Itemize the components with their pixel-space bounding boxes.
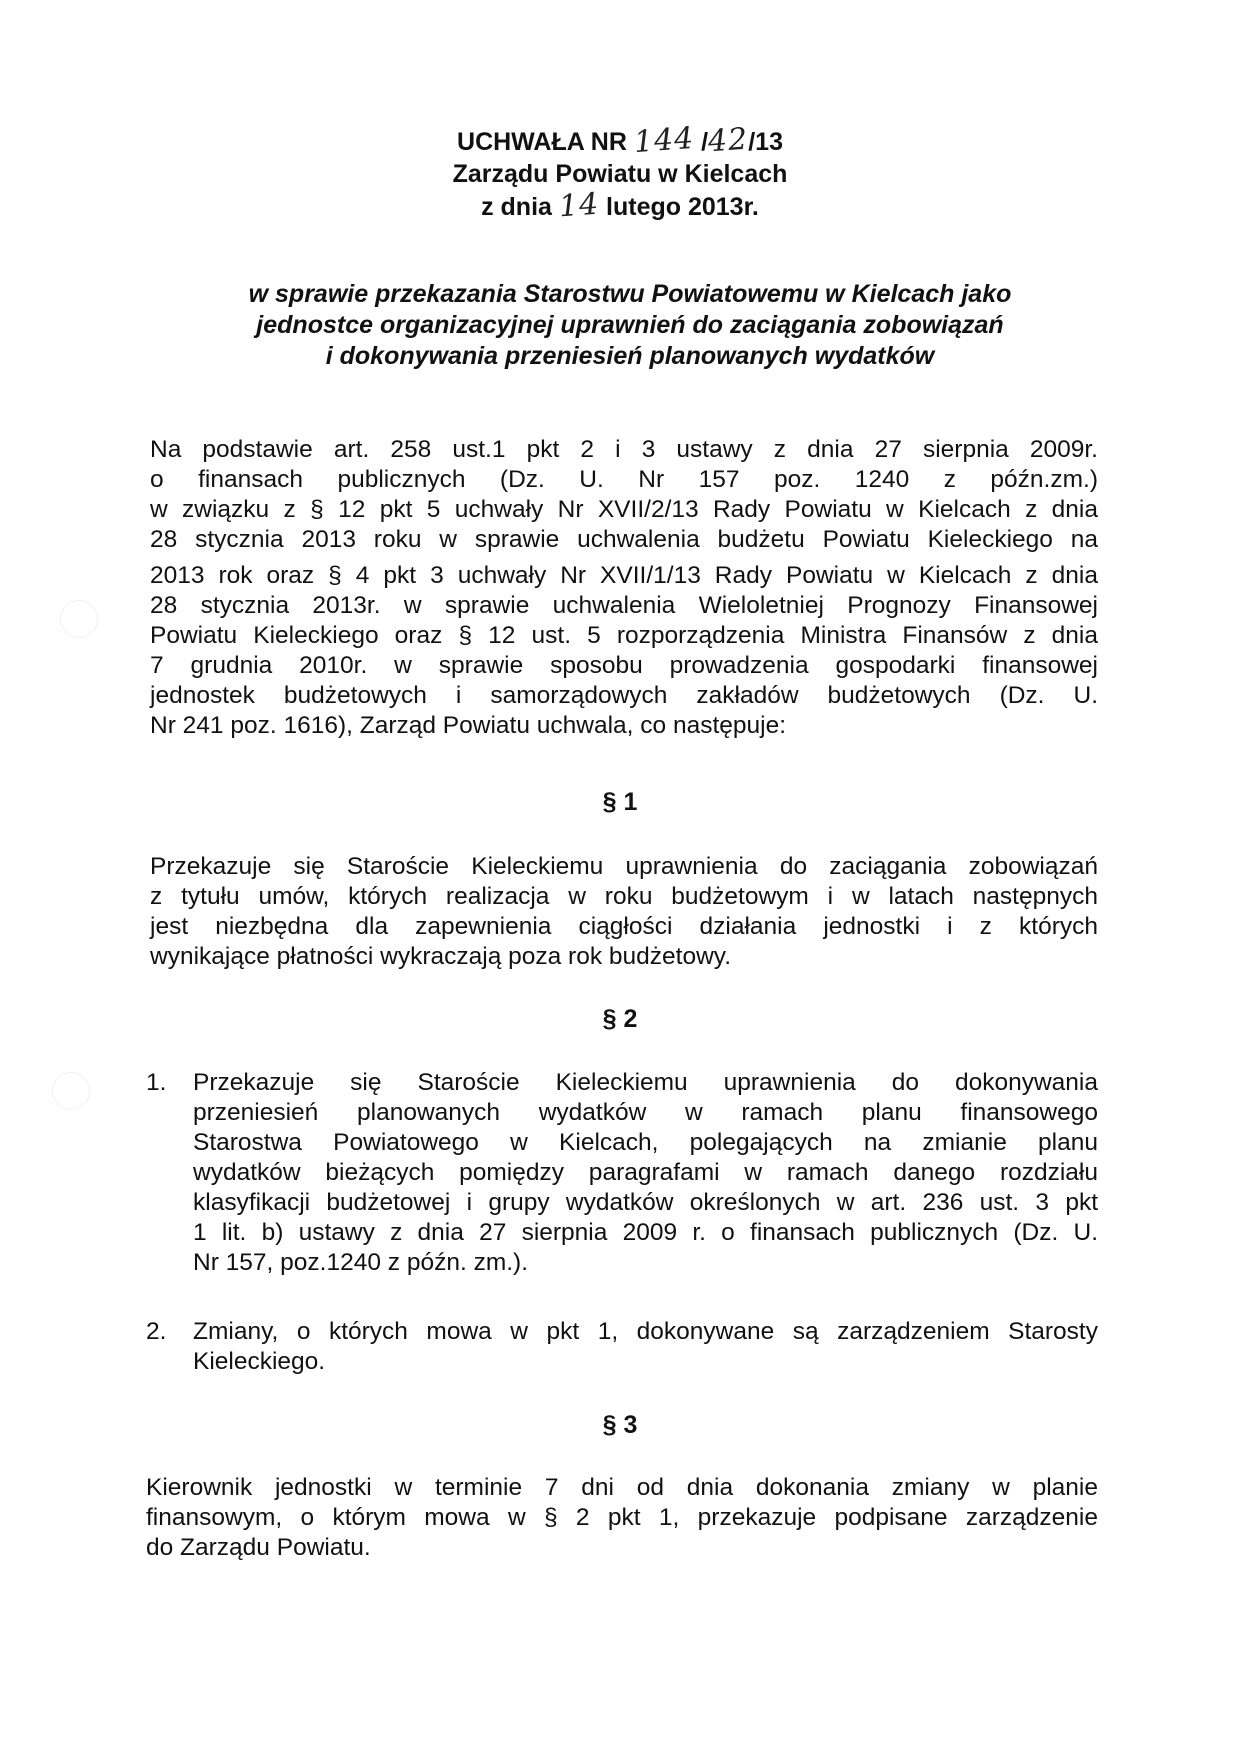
subject-line: i dokonywania przeniesień planowanych wydatków [325, 342, 935, 370]
section-1-line: Przekazuje się Staroście Kieleckiemu uprawnienia do zaciągania zobowiązań [150, 853, 1098, 880]
item-text [193, 1317, 1098, 1377]
handwritten-day: 14 [557, 186, 601, 225]
resolution-subject [180, 279, 1080, 372]
item-line: przeniesień planowanych wydatków w ramach planu finansowego [193, 1099, 1098, 1126]
preamble-line: 7 grudnia 2010r. w sprawie sposobu prowadzenia gospodarki finansowej [150, 652, 1098, 679]
preamble-line: Na podstawie art. 258 ust.1 pkt 2 i 3 ustawy z dnia 27 sierpnia 2009r. [150, 436, 1098, 463]
preamble-line: 28 stycznia 2013r. w sprawie uchwalenia Wieloletniej Prognozy Finansowej [150, 592, 1098, 619]
section-3-line: finansowym, o którym mowa w § 2 pkt 1, przekazuje podpisane zarządzenie [146, 1504, 1098, 1531]
item-line: Starostwa Powiatowego w Kielcach, polegających na zmianie planu [193, 1129, 1098, 1156]
section-1-line: z tytułu umów, których realizacja w roku budżetowym i w latach następnych [150, 883, 1098, 910]
item-line: 1 lit. b) ustawy z dnia 27 sierpnia 2009 r. o finansach publicznych (Dz. U. [193, 1219, 1098, 1246]
item-line: klasyfikacji budżetowej i grupy wydatków określonych w art. 236 ust. 3 pkt [193, 1189, 1098, 1216]
preamble-line: 2013 rok oraz § 4 pkt 3 uchwały Nr XVII/1/13 Rady Powiatu w Kielcach z dnia [150, 562, 1098, 589]
preamble [150, 435, 1098, 741]
preamble-line: Nr 241 poz. 1616), Zarząd Powiatu uchwala, co następuje: [150, 712, 787, 739]
item-line: Zmiany, o których mowa w pkt 1, dokonywane są zarządzeniem Starosty [193, 1318, 1098, 1345]
punch-hole-mark [60, 600, 98, 638]
section-3-text [146, 1473, 1098, 1563]
title-suffix: /13 [748, 128, 783, 156]
section-3-line: Kierownik jednostki w terminie 7 dni od dnia dokonania zmiany w planie [146, 1474, 1098, 1501]
resolution-date [0, 186, 1240, 225]
item-number: 2. [146, 1318, 167, 1345]
item-line: Kieleckiego. [193, 1348, 326, 1375]
subject-line: jednostce organizacyjnej uprawnień do zaciągania zobowiązań [256, 311, 1004, 339]
handwritten-number: 144 [632, 120, 696, 161]
preamble-line: o finansach publicznych (Dz. U. Nr 157 poz. 1240 z późn.zm.) [150, 466, 1098, 493]
item-line: Nr 157, poz.1240 z późn. zm.). [193, 1249, 528, 1276]
section-1-line: jest niezbędna dla zapewnienia ciągłości działania jednostki i z których [150, 913, 1098, 940]
resolution-title [0, 120, 1240, 161]
section-3-line: do Zarządu Powiatu. [146, 1534, 371, 1561]
preamble-line: jednostek budżetowych i samorządowych zakładów budżetowych (Dz. U. [150, 682, 1098, 709]
preamble-line: w związku z § 12 pkt 5 uchwały Nr XVII/2/13 Rady Powiatu w Kielcach z dnia [150, 496, 1098, 523]
section-3-heading: § 3 [602, 1411, 638, 1439]
preamble-line: Powiatu Kieleckiego oraz § 12 ust. 5 rozporządzenia Ministra Finansów z dnia [150, 622, 1098, 649]
preamble-line: 28 stycznia 2013 roku w sprawie uchwalenia budżetu Powiatu Kieleckiego na [150, 526, 1098, 553]
section-2-heading: § 2 [602, 1005, 638, 1033]
item-line: wydatków bieżących pomiędzy paragrafami w ramach danego rozdziału [193, 1159, 1098, 1186]
section-1-heading: § 1 [602, 788, 638, 816]
subject-line: w sprawie przekazania Starostwu Powiatowemu w Kielcach jako [248, 280, 1012, 308]
date-suffix: lutego 2013r. [606, 193, 759, 221]
date-prefix: z dnia [481, 193, 552, 221]
section-1-text [150, 852, 1098, 972]
punch-hole-mark [52, 1072, 90, 1110]
issuing-authority: Zarządu Powiatu w Kielcach [452, 160, 788, 188]
section-1-line: wynikające płatności wykraczają poza rok budżetowy. [150, 943, 732, 970]
handwritten-session: 42 [706, 121, 750, 160]
title-prefix: UCHWAŁA NR [457, 128, 627, 156]
item-number: 1. [146, 1069, 167, 1096]
title-separator: / [701, 128, 709, 156]
item-line: Przekazuje się Staroście Kieleckiemu uprawnienia do dokonywania [193, 1069, 1098, 1096]
item-text [193, 1068, 1098, 1278]
